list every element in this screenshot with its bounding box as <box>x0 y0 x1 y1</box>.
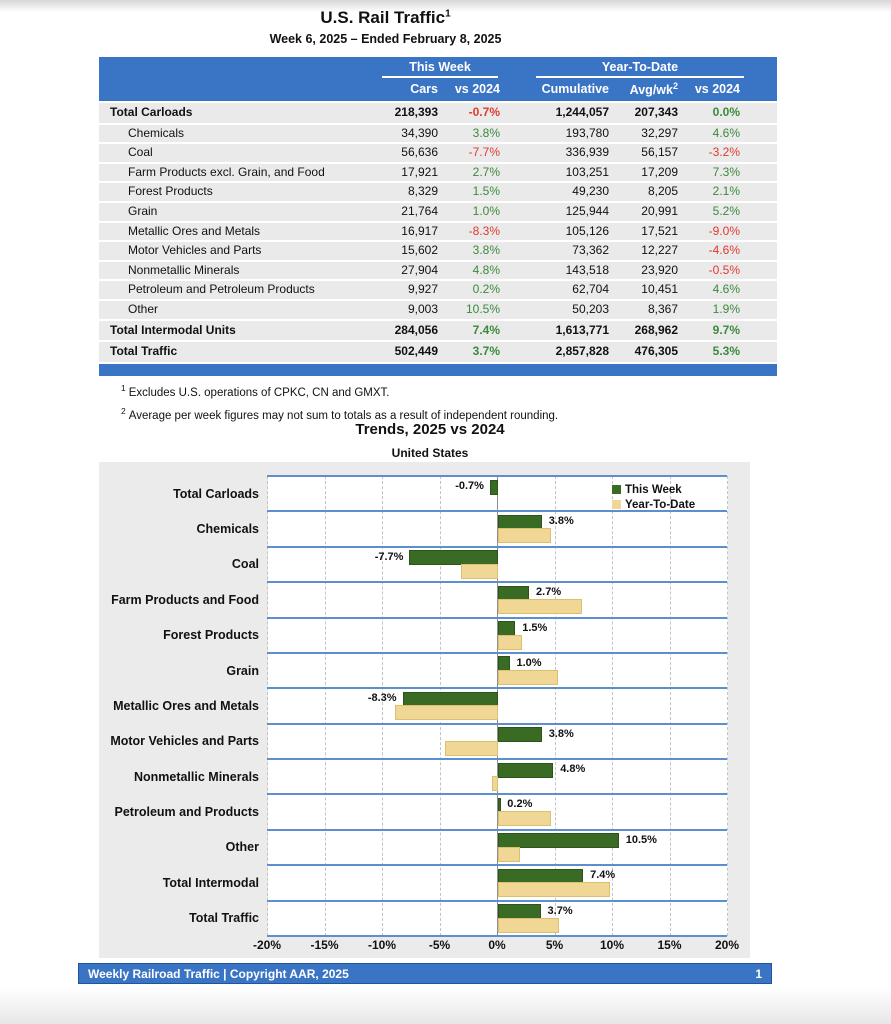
row-label: Coal <box>128 145 153 160</box>
group-header-this-week: This Week <box>382 60 498 78</box>
footer-bar <box>78 963 772 984</box>
chart-category-label: Coal <box>231 557 259 572</box>
chart-row <box>99 724 728 759</box>
x-axis-tick-label: 5% <box>545 938 564 952</box>
table-row <box>99 164 777 182</box>
table-column-header-row <box>99 81 777 97</box>
avg-week-value: 207,343 <box>634 105 678 120</box>
column-header-cars: Cars <box>410 82 438 97</box>
bar-value-label: 1.0% <box>516 656 542 669</box>
table-group-header-row <box>99 60 777 78</box>
table-row <box>99 125 777 143</box>
year-to-date-bar <box>498 670 558 685</box>
avg-week-value: 32,297 <box>641 125 678 140</box>
x-axis-tick-label: -20% <box>252 938 281 952</box>
table-row <box>99 144 777 162</box>
x-axis-tick-label: 0% <box>488 938 506 952</box>
chart-bar-cell <box>268 688 728 723</box>
page-title-footnote-marker: 1 <box>445 8 451 20</box>
ytd-pct: -4.6% <box>708 243 740 258</box>
bar-value-label: 4.8% <box>560 763 586 775</box>
page-title-text: U.S. Rail Traffic <box>320 8 446 27</box>
avg-wk-footnote-marker: 2 <box>672 81 678 91</box>
cars-value: 16,917 <box>401 223 438 238</box>
ytd-pct: 0.0% <box>712 105 740 120</box>
chart-row <box>99 830 728 865</box>
year-to-date-bar <box>395 705 499 720</box>
cumulative-value: 1,613,771 <box>555 322 609 337</box>
footnote-2-marker: 2 <box>121 405 126 416</box>
chart-category-label: Total Carloads <box>173 486 259 501</box>
chart-subtitle: United States <box>391 446 469 460</box>
table-row <box>99 242 777 260</box>
chart-row <box>99 618 728 653</box>
column-header-avg-wk <box>609 81 678 97</box>
this-week-pct: 2.7% <box>472 164 500 179</box>
avg-week-value: 476,305 <box>634 344 678 359</box>
cars-value: 27,904 <box>401 262 438 277</box>
avg-wk-text: Avg/wk <box>629 83 673 98</box>
legend-swatch-icon <box>612 485 621 494</box>
chart-row <box>99 865 728 900</box>
cumulative-value: 49,230 <box>572 184 609 199</box>
chart-row <box>99 688 728 723</box>
chart-row <box>99 901 728 936</box>
x-axis-tick-label: 20% <box>714 938 740 952</box>
cumulative-value: 143,518 <box>565 262 609 277</box>
avg-week-value: 23,920 <box>641 262 678 277</box>
chart-x-axis <box>252 938 740 958</box>
cars-value: 21,764 <box>401 204 438 219</box>
table-rows <box>99 103 777 361</box>
year-to-date-bar <box>498 635 522 650</box>
ytd-pct: 1.9% <box>712 302 740 316</box>
chart-row <box>99 511 728 546</box>
ytd-pct: 9.7% <box>712 322 740 337</box>
cars-value: 284,056 <box>394 322 438 337</box>
chart-bar-cell <box>268 865 728 900</box>
ytd-pct: 7.3% <box>712 164 740 179</box>
bar-value-label: 7.4% <box>590 869 616 882</box>
table-row <box>99 183 777 201</box>
chart-bar-cell <box>268 511 728 546</box>
footer-page-number: 1 <box>755 966 762 981</box>
row-label: Nonmetallic Minerals <box>128 262 240 277</box>
column-header-tw-vs-2024: vs 2024 <box>454 82 500 97</box>
chart-row <box>99 582 728 617</box>
chart-bar-cell <box>268 830 728 865</box>
row-label: Forest Products <box>128 184 213 199</box>
chart-category-label: Forest Products <box>163 628 259 643</box>
avg-week-value: 8,205 <box>647 184 678 199</box>
ytd-pct: 5.3% <box>712 344 740 359</box>
chart-bar-cell <box>268 724 728 759</box>
cumulative-value: 103,251 <box>565 164 609 179</box>
chart-row <box>99 653 728 688</box>
chart-bar-cell <box>268 759 728 794</box>
cumulative-value: 1,244,057 <box>555 105 609 120</box>
bar-value-label: 0.2% <box>507 798 533 811</box>
row-label: Metallic Ores and Metals <box>128 223 261 238</box>
chart-row <box>99 547 728 582</box>
row-label: Motor Vehicles and Parts <box>128 243 262 258</box>
this-week-pct: 10.5% <box>465 302 500 316</box>
cars-value: 17,921 <box>401 164 438 179</box>
footnote-1-text: Excludes U.S. operations of CPKC, CN and GMXT. <box>128 386 390 399</box>
year-to-date-bar <box>498 811 551 826</box>
table-row <box>99 281 777 299</box>
footnote-1-marker: 1 <box>121 383 126 393</box>
table-bottom-bar <box>99 364 777 376</box>
footnote-2-text: Average per week figures may not sum to totals as a result of independent rounding. <box>128 409 559 422</box>
this-week-pct: -0.7% <box>468 105 500 120</box>
bar-value-label: -0.7% <box>455 480 484 492</box>
page-title <box>0 8 771 28</box>
legend-item <box>612 497 695 512</box>
cumulative-value: 2,857,828 <box>555 344 609 359</box>
cumulative-value: 193,780 <box>565 125 609 140</box>
chart-legend <box>612 482 695 512</box>
row-label: Total Carloads <box>110 105 193 120</box>
ytd-pct: 4.6% <box>712 125 740 140</box>
cumulative-value: 125,944 <box>565 204 609 219</box>
row-label: Total Traffic <box>110 344 178 359</box>
bar-value-label: 1.5% <box>522 621 548 634</box>
cars-value: 9,003 <box>407 302 438 316</box>
chart-bar-cell <box>268 618 728 653</box>
cars-value: 8,329 <box>407 184 438 199</box>
table-row <box>99 203 777 221</box>
ytd-pct: -3.2% <box>708 145 740 160</box>
cars-value: 56,636 <box>401 145 438 160</box>
row-label: Other <box>128 302 159 316</box>
page-subtitle: Week 6, 2025 – Ended February 8, 2025 <box>269 32 502 46</box>
ytd-pct: 4.6% <box>712 282 740 297</box>
chart-category-label: Chemicals <box>196 522 259 537</box>
this-week-pct: 7.4% <box>472 322 500 337</box>
cars-value: 218,393 <box>394 105 438 120</box>
ytd-pct: -9.0% <box>708 223 740 238</box>
this-week-pct: 1.0% <box>472 204 500 219</box>
avg-week-value: 17,209 <box>641 164 678 179</box>
footer-text: Weekly Railroad Traffic | Copyright AAR, 2025 <box>88 966 349 981</box>
this-week-pct: 0.2% <box>472 282 500 297</box>
legend-label: Year-To-Date <box>625 498 696 511</box>
bar-value-label: -8.3% <box>367 692 397 705</box>
table-row <box>99 301 777 319</box>
this-week-bar <box>490 480 498 495</box>
bar-value-label: 3.8% <box>548 515 574 528</box>
row-label: Farm Products excl. Grain, and Food <box>128 164 325 179</box>
bar-value-label: 3.7% <box>547 904 573 917</box>
footnote-2 <box>121 406 558 422</box>
cars-value: 502,449 <box>394 344 438 359</box>
chart-bar-cell <box>268 794 728 829</box>
x-axis-tick-label: 15% <box>657 938 682 952</box>
row-label: Grain <box>128 204 158 219</box>
x-axis-tick-label: -5% <box>428 938 451 952</box>
chart-bar-cell <box>268 901 728 936</box>
year-to-date-bar <box>498 918 559 933</box>
cumulative-value: 105,126 <box>565 223 609 238</box>
row-label: Petroleum and Petroleum Products <box>128 282 315 297</box>
avg-week-value: 8,367 <box>647 302 678 316</box>
avg-week-value: 56,157 <box>641 145 678 160</box>
avg-week-value: 20,991 <box>641 204 678 219</box>
this-week-pct: 3.8% <box>472 243 500 258</box>
year-to-date-bar <box>492 776 498 791</box>
chart-category-label: Nonmetallic Minerals <box>133 769 259 784</box>
chart-category-label: Motor Vehicles and Parts <box>110 734 259 749</box>
x-axis-tick-label: 10% <box>599 938 625 952</box>
this-week-pct: 4.8% <box>472 262 500 277</box>
cumulative-value: 336,939 <box>565 145 609 160</box>
chart-category-label: Total Traffic <box>189 911 259 926</box>
chart-category-label: Other <box>225 840 259 855</box>
cumulative-value: 50,203 <box>572 302 609 316</box>
this-week-pct: 3.7% <box>472 344 500 359</box>
legend-swatch-icon <box>612 500 621 509</box>
this-week-pct: -7.7% <box>468 145 500 160</box>
chart-bar-cell <box>268 653 728 688</box>
bar-value-label: 3.8% <box>548 727 574 740</box>
avg-week-value: 268,962 <box>634 322 678 337</box>
avg-week-value: 10,451 <box>641 282 678 297</box>
bar-value-label: 10.5% <box>625 833 657 846</box>
chart-bar-cell <box>268 547 728 582</box>
trends-bar-chart <box>99 462 750 958</box>
chart-bar-cell <box>268 582 728 617</box>
avg-week-value: 17,521 <box>641 223 678 238</box>
this-week-pct: 3.8% <box>472 125 500 140</box>
chart-category-label: Grain <box>226 663 259 678</box>
year-to-date-bar <box>498 847 520 862</box>
bar-value-label: 2.7% <box>536 586 562 599</box>
legend-label: This Week <box>625 483 682 496</box>
chart-category-label: Farm Products and Food <box>111 592 259 607</box>
ytd-pct: 2.1% <box>712 184 740 199</box>
table-row <box>99 342 777 362</box>
legend-item <box>612 482 695 497</box>
group-header-year-to-date: Year-To-Date <box>536 60 744 78</box>
table-header <box>99 57 777 101</box>
this-week-bar <box>498 727 542 742</box>
cars-value: 9,927 <box>407 282 438 297</box>
page-bottom-shadow <box>0 988 891 1024</box>
column-header-ytd-vs-2024: vs 2024 <box>694 82 740 97</box>
table-row <box>99 262 777 280</box>
year-to-date-bar <box>498 882 610 897</box>
cumulative-value: 73,362 <box>572 243 609 258</box>
x-axis-tick-label: -15% <box>310 938 339 952</box>
year-to-date-bar <box>498 599 582 614</box>
row-label: Chemicals <box>128 125 185 140</box>
avg-week-value: 12,227 <box>641 243 678 258</box>
table-row <box>99 223 777 241</box>
table-row <box>99 321 777 341</box>
bar-value-label: -7.7% <box>374 550 404 563</box>
row-label: Total Intermodal Units <box>110 322 236 337</box>
chart-plot-area <box>99 476 728 936</box>
chart-category-label: Metallic Ores and Metals <box>113 698 259 713</box>
chart-category-label: Total Intermodal <box>162 875 259 890</box>
chart-category-label: Petroleum and Products <box>114 805 259 820</box>
chart-title: Trends, 2025 vs 2024 <box>355 421 505 438</box>
this-week-pct: 1.5% <box>472 184 500 199</box>
footnote-1 <box>121 383 558 399</box>
chart-row <box>99 794 728 829</box>
year-to-date-bar <box>445 741 498 756</box>
this-week-bar <box>498 763 553 778</box>
ytd-pct: -0.5% <box>708 262 740 277</box>
rail-traffic-table <box>99 57 777 376</box>
cars-value: 15,602 <box>401 243 438 258</box>
year-to-date-bar <box>461 564 498 579</box>
column-header-cumulative: Cumulative <box>541 82 609 97</box>
chart-rows <box>99 476 728 936</box>
year-to-date-bar <box>498 528 551 543</box>
x-axis-tick-label: -10% <box>367 938 396 952</box>
cars-value: 34,390 <box>401 125 438 140</box>
cumulative-value: 62,704 <box>572 282 609 297</box>
this-week-pct: -8.3% <box>468 223 500 238</box>
ytd-pct: 5.2% <box>712 204 740 219</box>
table-row <box>99 103 777 123</box>
chart-row <box>99 759 728 794</box>
